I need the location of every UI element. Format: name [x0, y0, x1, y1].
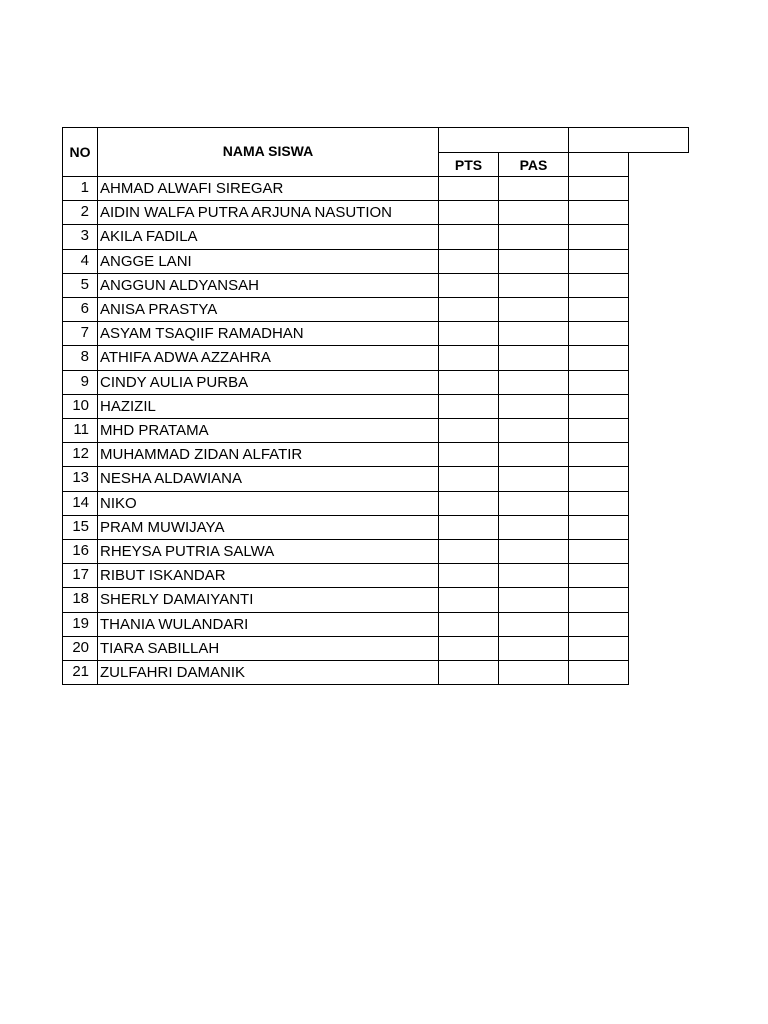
- score-pas: [498, 176, 569, 201]
- score-extra: [568, 491, 629, 516]
- score-pas: [498, 224, 569, 250]
- score-pts: [438, 636, 499, 661]
- student-name: ANGGE LANI: [97, 249, 439, 274]
- score-pts: [438, 249, 499, 274]
- student-name: AIDIN WALFA PUTRA ARJUNA NASUTION: [97, 200, 439, 225]
- score-extra: [568, 249, 629, 274]
- score-extra: [568, 394, 629, 419]
- student-name: NIKO: [97, 491, 439, 516]
- score-pas: [498, 394, 569, 419]
- score-pts: [438, 345, 499, 371]
- row-number: 6: [62, 297, 98, 322]
- student-name: PRAM MUWIJAYA: [97, 515, 439, 540]
- score-extra: [568, 370, 629, 395]
- score-pas: [498, 418, 569, 443]
- score-pts: [438, 442, 499, 467]
- score-pas: [498, 370, 569, 395]
- score-pts: [438, 612, 499, 637]
- score-pts: [438, 224, 499, 250]
- student-name: SHERLY DAMAIYANTI: [97, 587, 439, 613]
- student-name: NESHA ALDAWIANA: [97, 466, 439, 492]
- score-pas: [498, 321, 569, 346]
- score-extra: [568, 660, 629, 685]
- score-pts: [438, 297, 499, 322]
- row-number: 5: [62, 273, 98, 298]
- score-extra: [568, 466, 629, 492]
- row-number: 20: [62, 636, 98, 661]
- header-extra: [568, 152, 629, 177]
- student-name: TIARA SABILLAH: [97, 636, 439, 661]
- student-name: THANIA WULANDARI: [97, 612, 439, 637]
- row-number: 15: [62, 515, 98, 540]
- score-extra: [568, 200, 629, 225]
- score-pas: [498, 200, 569, 225]
- header-group-left: [438, 127, 569, 153]
- student-name: ATHIFA ADWA AZZAHRA: [97, 345, 439, 371]
- student-name: CINDY AULIA PURBA: [97, 370, 439, 395]
- score-pas: [498, 587, 569, 613]
- score-extra: [568, 442, 629, 467]
- row-number: 18: [62, 587, 98, 613]
- score-extra: [568, 539, 629, 564]
- score-pts: [438, 515, 499, 540]
- row-number: 19: [62, 612, 98, 637]
- row-number: 14: [62, 491, 98, 516]
- score-pas: [498, 660, 569, 685]
- student-name: AHMAD ALWAFI SIREGAR: [97, 176, 439, 201]
- score-pts: [438, 370, 499, 395]
- score-pas: [498, 563, 569, 588]
- score-pts: [438, 200, 499, 225]
- score-pts: [438, 539, 499, 564]
- score-pas: [498, 539, 569, 564]
- score-pts: [438, 176, 499, 201]
- student-name: RHEYSA PUTRIA SALWA: [97, 539, 439, 564]
- score-pas: [498, 491, 569, 516]
- row-number: 12: [62, 442, 98, 467]
- row-number: 4: [62, 249, 98, 274]
- score-extra: [568, 273, 629, 298]
- score-extra: [568, 612, 629, 637]
- score-extra: [568, 563, 629, 588]
- score-extra: [568, 587, 629, 613]
- student-name: RIBUT ISKANDAR: [97, 563, 439, 588]
- header-pts: PTS: [438, 152, 499, 177]
- row-number: 21: [62, 660, 98, 685]
- student-name: ZULFAHRI DAMANIK: [97, 660, 439, 685]
- score-extra: [568, 224, 629, 250]
- score-pts: [438, 587, 499, 613]
- student-name: ANGGUN ALDYANSAH: [97, 273, 439, 298]
- row-number: 11: [62, 418, 98, 443]
- student-name: ASYAM TSAQIIF RAMADHAN: [97, 321, 439, 346]
- row-number: 8: [62, 345, 98, 371]
- header-group-right: [568, 127, 689, 153]
- row-number: 13: [62, 466, 98, 492]
- score-extra: [568, 297, 629, 322]
- row-number: 17: [62, 563, 98, 588]
- score-pts: [438, 660, 499, 685]
- score-extra: [568, 176, 629, 201]
- row-number: 16: [62, 539, 98, 564]
- student-name: HAZIZIL: [97, 394, 439, 419]
- score-extra: [568, 345, 629, 371]
- row-number: 3: [62, 224, 98, 250]
- score-extra: [568, 418, 629, 443]
- score-extra: [568, 636, 629, 661]
- score-pts: [438, 418, 499, 443]
- score-pts: [438, 394, 499, 419]
- header-nama-siswa: NAMA SISWA: [97, 127, 439, 177]
- student-name: MUHAMMAD ZIDAN ALFATIR: [97, 442, 439, 467]
- score-extra: [568, 515, 629, 540]
- score-pas: [498, 297, 569, 322]
- score-pas: [498, 249, 569, 274]
- score-pas: [498, 273, 569, 298]
- score-pas: [498, 612, 569, 637]
- row-number: 10: [62, 394, 98, 419]
- score-pts: [438, 321, 499, 346]
- row-number: 7: [62, 321, 98, 346]
- score-pas: [498, 442, 569, 467]
- score-pts: [438, 466, 499, 492]
- score-pts: [438, 273, 499, 298]
- score-pas: [498, 515, 569, 540]
- score-pas: [498, 636, 569, 661]
- student-name: ANISA PRASTYA: [97, 297, 439, 322]
- row-number: 2: [62, 200, 98, 225]
- score-pas: [498, 345, 569, 371]
- student-name: AKILA FADILA: [97, 224, 439, 250]
- student-name: MHD PRATAMA: [97, 418, 439, 443]
- score-extra: [568, 321, 629, 346]
- header-pas: PAS: [498, 152, 569, 177]
- row-number: 9: [62, 370, 98, 395]
- row-number: 1: [62, 176, 98, 201]
- score-pts: [438, 491, 499, 516]
- header-no: NO: [62, 127, 98, 177]
- score-pas: [498, 466, 569, 492]
- score-pts: [438, 563, 499, 588]
